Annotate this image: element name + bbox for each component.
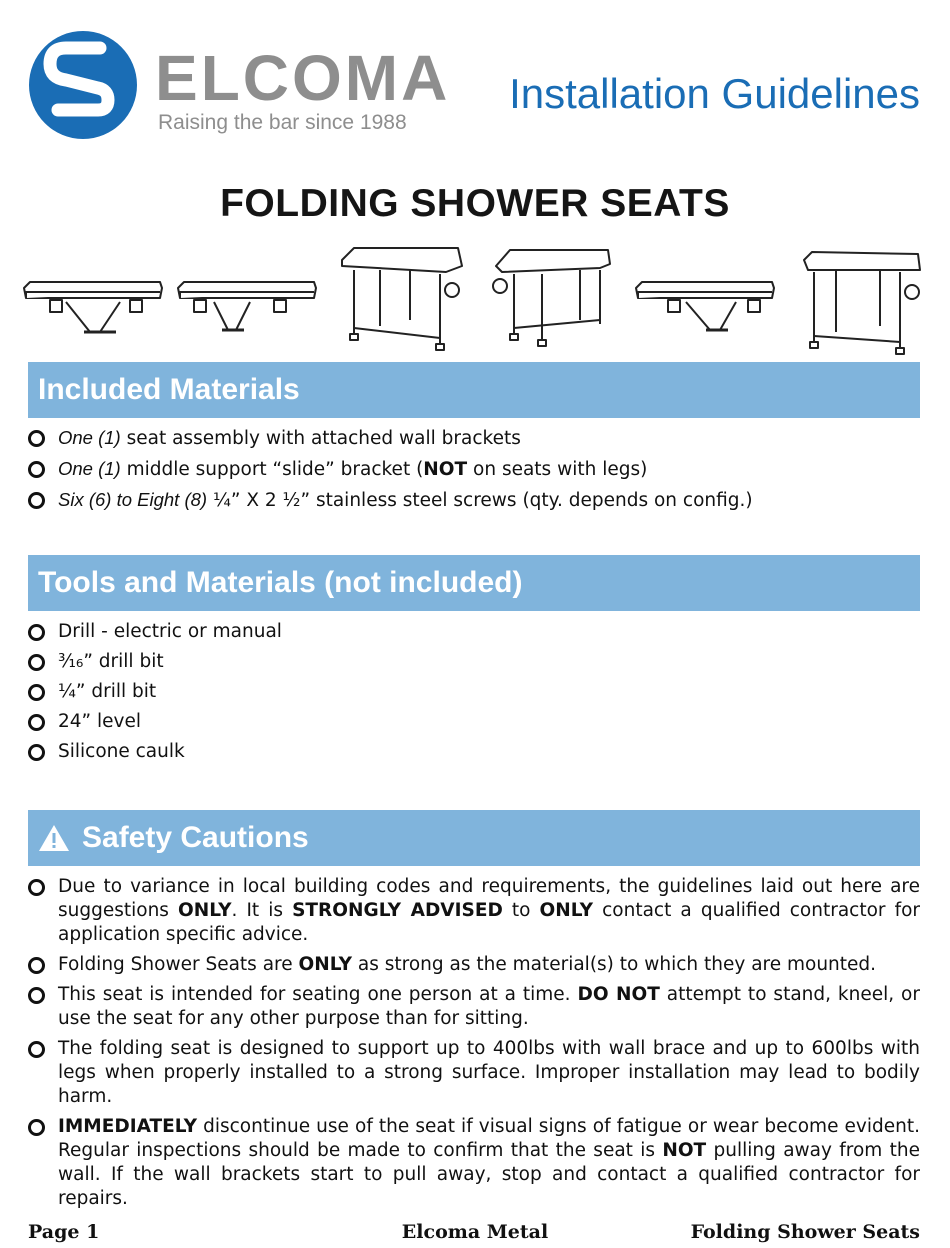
legged-seat-illustration-3	[804, 252, 920, 354]
section-title: Tools and Materials (not included)	[38, 566, 523, 599]
bullet-icon	[28, 957, 45, 974]
bullet-icon	[28, 461, 45, 478]
warning-icon	[38, 823, 70, 853]
legged-seat-illustration-1	[342, 248, 462, 350]
list-item: IMMEDIATELY discontinue use of the seat if visual signs of fatigue or wear become evident. Regular inspections should be made to confirm that the seat is NOT pulling away from the wall. If the wall brackets start to pull away, stop and contact a qualified contractor for repairs.	[28, 1115, 920, 1211]
list-item: One (1) seat assembly with attached wall brackets	[28, 426, 920, 451]
bullet-icon	[28, 744, 45, 761]
list-item: 24” level	[28, 710, 920, 734]
tools-list	[28, 620, 920, 764]
list-item: The folding seat is designed to support up to 400lbs with wall brace and up to 600lbs with legs when properly installed to a strong surface. Improper installation may lead to bodily harm.	[28, 1037, 920, 1109]
bullet-icon	[28, 987, 45, 1004]
brand-tagline: Raising the bar since 1988	[158, 111, 407, 134]
list-item: Silicone caulk	[28, 740, 920, 764]
bullet-icon	[28, 624, 45, 641]
folding-seat-illustration-2	[178, 282, 316, 330]
section-header-safety	[28, 810, 920, 866]
bullet-icon	[28, 714, 45, 731]
page-title: FOLDING SHOWER SEATS	[220, 182, 730, 225]
product-illustrations	[20, 240, 930, 360]
included-materials-list	[28, 426, 920, 513]
footer-company: Elcoma Metal	[401, 1221, 549, 1243]
section-header-tools	[28, 555, 920, 611]
page-header	[0, 0, 950, 160]
section-header-included-materials	[28, 362, 920, 418]
list-item: Due to variance in local building codes and requirements, the guidelines laid out here are suggestions ONLY. It is STRONGLY ADVISED to ONLY contact a qualified contractor for application specific advice.	[28, 875, 920, 947]
bullet-icon	[28, 1041, 45, 1058]
list-item: This seat is intended for seating one person at a time. DO NOT attempt to stand, kneel, or use the seat for any other purpose than for sitting.	[28, 983, 920, 1031]
list-item: Drill - electric or manual	[28, 620, 920, 644]
bullet-icon	[28, 1119, 45, 1136]
document-title: Installation Guidelines	[509, 70, 920, 117]
bullet-icon	[28, 684, 45, 701]
section-title: Included Materials	[38, 373, 300, 406]
page-number: Page 1	[28, 1221, 100, 1243]
list-item: Folding Shower Seats are ONLY as strong as the material(s) to which they are mounted.	[28, 953, 920, 977]
bullet-icon	[28, 430, 45, 447]
folding-seat-illustration-1	[24, 282, 162, 332]
bullet-icon	[28, 492, 45, 509]
safety-list	[28, 875, 920, 1211]
footer-product: Folding Shower Seats	[690, 1221, 920, 1243]
elcoma-logo-icon	[28, 30, 138, 140]
list-item: One (1) middle support “slide” bracket (NOT on seats with legs)	[28, 457, 920, 482]
list-item: ¼” drill bit	[28, 680, 920, 704]
bullet-icon	[28, 654, 45, 671]
folding-seat-illustration-3	[636, 282, 774, 330]
legged-seat-illustration-2	[493, 250, 610, 346]
list-item: ³⁄₁₆” drill bit	[28, 650, 920, 674]
brand-name: ELCOMA	[155, 42, 451, 114]
bullet-icon	[28, 879, 45, 896]
list-item: Six (6) to Eight (8) ¼” X 2 ½” stainless steel screws (qty. depends on config.)	[28, 488, 920, 513]
section-title: Safety Cautions	[82, 821, 309, 854]
